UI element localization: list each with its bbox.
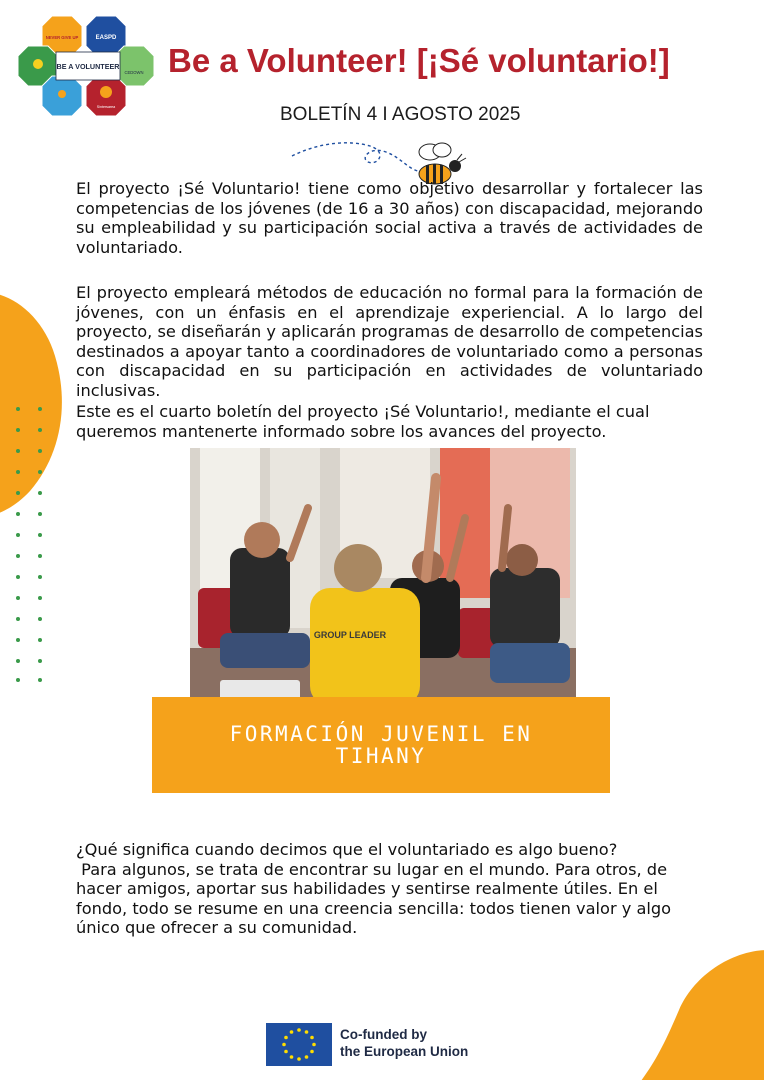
group-training-photo [190,448,576,706]
logo-center-label: BE A VOLUNTEER [56,62,120,71]
eu-line-1: Co-funded by [340,1027,427,1042]
green-dots-pattern [14,405,48,685]
volunteering-section [76,840,703,938]
newsletter-issue: BOLETÍN 4 I AGOSTO 2025 [280,104,521,125]
eu-flag-icon [266,1023,332,1066]
eu-cofunding-text [340,1026,468,1060]
banner-title: FORMACIÓN JUVENIL EN TIHANY [229,722,533,768]
newsletter-paragraph: Este es el cuarto boletín del proyecto ¡Sé Voluntario!, mediante el cual queremos mantenerte informado sobre los avances del proyecto. [76,402,650,441]
page-title: Be a Volunteer! [¡Sé voluntario!] [168,42,670,79]
logo-badge-4: Sintersarea [96,105,116,109]
methods-paragraph: El proyecto empleará métodos de educación no formal para la formación de jóvenes, con un énfasis en el aprendizaje experiencial. A lo largo del proyecto, se diseñarán y aplicarán programas de desarrollo de competencias destinados a apoyar tanto a coordinadores de voluntariado como a personas con discapacidad en su participación en actividades de voluntariado inclusivas. [76,283,703,400]
orange-blob-right [624,950,764,1080]
section-banner [152,697,610,793]
project-logo [16,14,160,120]
eu-line-2: the European Union [340,1044,469,1059]
logo-badge-1: NEVER GIVE UP [45,35,79,40]
logo-badge-2: EASPD [95,35,117,41]
volunteering-paragraph: Para algunos, se trata de encontrar su lugar en el mundo. Para otros, de hacer amigos, aportar sus habilidades y sentirse realmente útiles. En el fondo, todo se resume en una creencia sencilla: todos tienen valor y algo único que ofrecer a su comunidad. [76,859,677,938]
question-line: ¿Qué significa cuando decimos que el voluntariado es algo bueno? [76,840,618,859]
intro-paragraph: El proyecto ¡Sé Voluntario! tiene como objetivo desarrollar y fortalecer las competencias de los jóvenes (de 16 a 30 años) con discapacidad, mejorando su empleabilidad y su participación social activa a través de actividades de voluntariado. [76,179,703,257]
logo-badge-3: CEDOWN [124,70,144,75]
photo-shirt-text: GROUP LEADER [313,630,387,640]
